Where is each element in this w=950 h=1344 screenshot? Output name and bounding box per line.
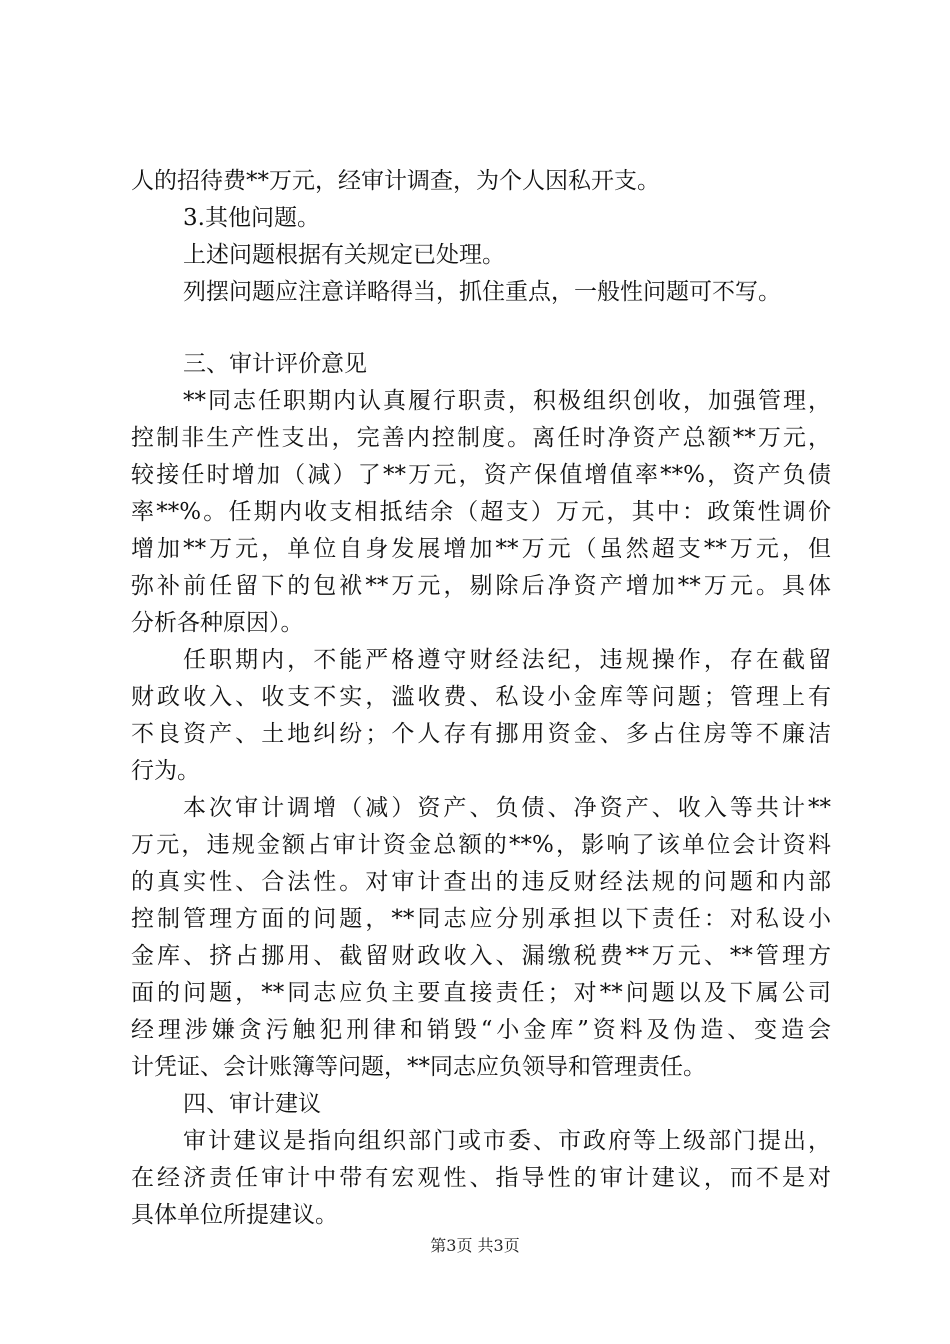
text-line: 3.其他问题。 — [183, 205, 320, 231]
text-line: 金库、挤占挪用、截留财政收入、漏缴税费**万元、**管理方 — [131, 943, 831, 969]
text-line: 任职期内，不能严格遵守财经法纪，违规操作，存在截留 — [183, 647, 831, 673]
text-line: 列摆问题应注意详略得当，抓住重点，一般性问题可不写。 — [183, 279, 781, 305]
text-line: 控制非生产性支出，完善内控制度。离任时净资产总额**万元， — [131, 425, 831, 451]
text-line: 面的问题，**同志应负主要直接责任；对**问题以及下属公司 — [131, 980, 831, 1006]
text-line: 经理涉嫌贪污触犯刑律和销毁“小金库”资料及伪造、变造会 — [131, 1017, 831, 1043]
text-line: 在经济责任审计中带有宏观性、指导性的审计建议，而不是对 — [131, 1165, 831, 1191]
text-line: 本次审计调增（减）资产、负债、净资产、收入等共计** — [183, 795, 831, 821]
paragraph-gap — [131, 311, 831, 346]
text-line: 控制管理方面的问题，**同志应分别承担以下责任：对私设小 — [131, 906, 831, 932]
document-body — [131, 163, 831, 1234]
page-footer: 第3页 共3页 — [430, 1236, 520, 1255]
text-line: 计凭证、会计账簿等问题，**同志应负领导和管理责任。 — [131, 1054, 706, 1080]
text-line: 财政收入、收支不实，滥收费、私设小金库等问题；管理上有 — [131, 684, 831, 710]
section-heading: 三、审计评价意见 — [183, 351, 367, 377]
text-line: 分析各种原因）。 — [131, 610, 304, 636]
text-line: 弥补前任留下的包袱**万元，剔除后净资产增加**万元。具体 — [131, 573, 831, 599]
text-line: 较接任时增加（减）了**万元，资产保值增值率**%，资产负债 — [131, 462, 831, 488]
text-line: 行为。 — [131, 758, 200, 784]
text-line: 不良资产、土地纠纷；个人存有挪用资金、多占住房等不廉洁 — [131, 721, 831, 747]
text-line: 人的招待费**万元，经审计调查，为个人因私开支。 — [131, 168, 660, 194]
text-line: 审计建议是指向组织部门或市委、市政府等上级部门提出， — [183, 1128, 831, 1154]
text-line: 上述问题根据有关规定已处理。 — [183, 242, 505, 268]
text-line: 具体单位所提建议。 — [131, 1202, 338, 1228]
text-line: 万元，违规金额占审计资金总额的**%，影响了该单位会计资料 — [131, 832, 831, 858]
text-line: 增加**万元，单位自身发展增加**万元（虽然超支**万元，但 — [131, 536, 831, 562]
section-heading: 四、审计建议 — [183, 1091, 321, 1117]
text-line: 率**%。任期内收支相抵结余（超支）万元，其中：政策性调价 — [131, 499, 831, 525]
text-line: **同志任职期内认真履行职责，积极组织创收，加强管理， — [183, 388, 831, 414]
text-line: 的真实性、合法性。对审计查出的违反财经法规的问题和内部 — [131, 869, 831, 895]
